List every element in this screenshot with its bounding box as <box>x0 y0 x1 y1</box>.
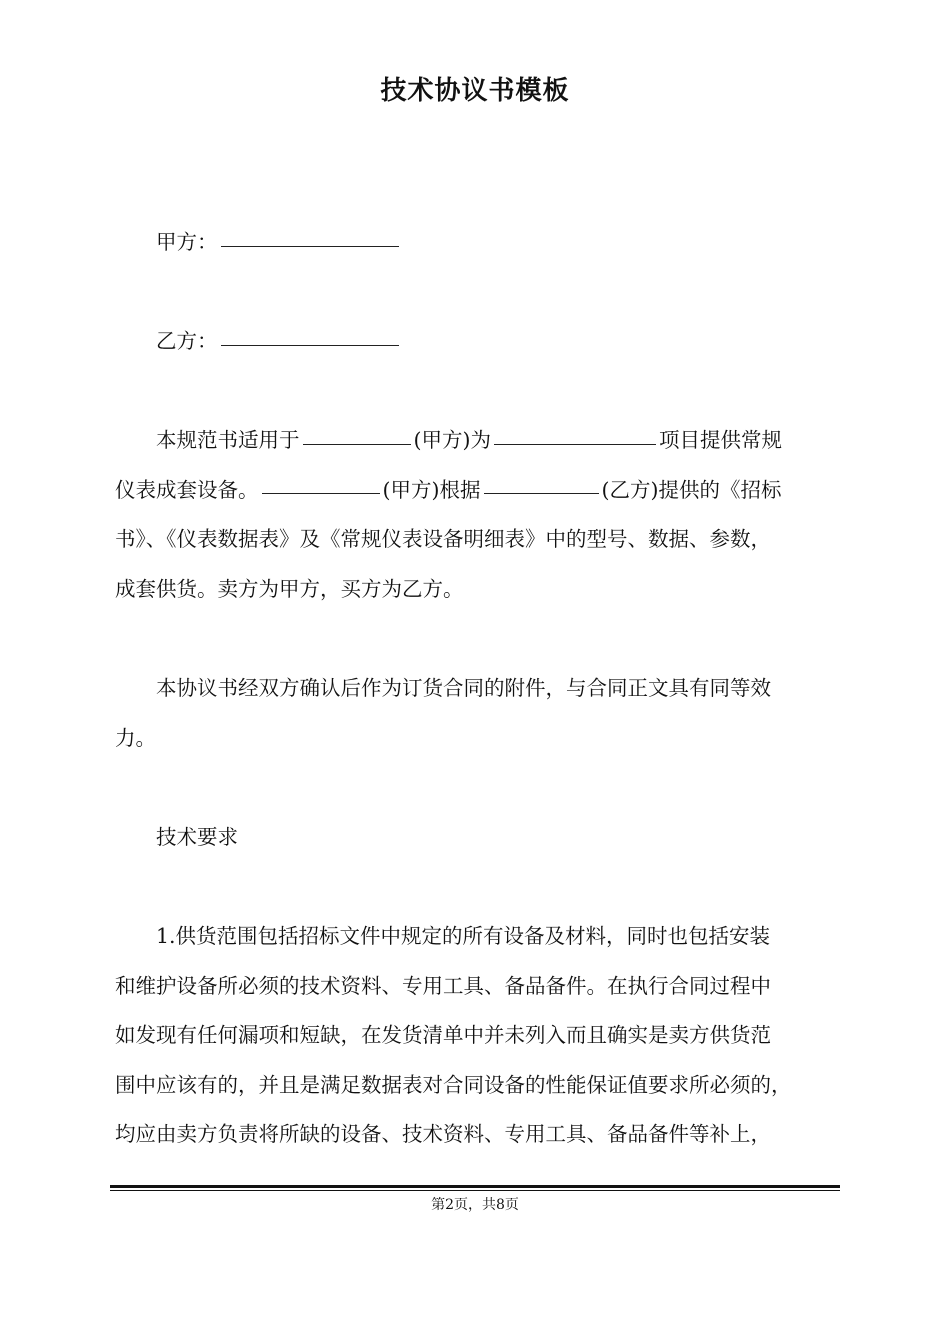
paragraph-line: 和维护设备所必须的技术资料、专用工具、备品备件。在执行合同过程中 <box>115 973 771 998</box>
page-number: 第2页，共8页 <box>431 1197 519 1213</box>
paragraph-line: 成套供货。卖方为甲方，买方为乙方。 <box>115 576 464 601</box>
paragraph-line: 围中应该有的，并且是满足数据表对合同设备的性能保证值要求所必须的， <box>115 1072 792 1097</box>
paragraph-requirements <box>115 912 837 1160</box>
fill-blank <box>262 492 380 494</box>
party-a-label: 甲方： <box>156 230 218 254</box>
fill-blank <box>484 492 599 494</box>
party-b-line <box>115 317 878 367</box>
party-b-label: 乙方： <box>156 329 218 353</box>
paragraph-scope <box>115 416 837 614</box>
text-segment: (甲方)根据 <box>382 477 481 502</box>
party-b-blank <box>221 344 399 346</box>
paragraph-line: 如发现有任何漏项和短缺，在发货清单中并未列入而且确实是卖方供货范 <box>115 1023 771 1047</box>
text-segment: 本规范书适用于 <box>156 428 300 452</box>
paragraph-line: 1.供货范围包括招标文件中规定的所有设备及材料，同时也包括安装 <box>156 924 771 948</box>
footer-divider-thin <box>110 1190 840 1191</box>
paragraph-line <box>115 466 837 516</box>
paragraph-line: 书》、《仪表数据表》及《常规仪表设备明细表》中的型号、数据、参数， <box>115 527 771 551</box>
footer-divider <box>110 1185 840 1188</box>
paragraph-line: 本协议书经双方确认后作为订货合同的附件，与合同正文具有同等效 <box>156 676 771 700</box>
paragraph-line: 力。 <box>115 725 156 750</box>
text-segment: (甲方)为 <box>413 428 491 452</box>
text-segment: 仪表成套设备。 <box>115 477 259 502</box>
text-segment: 项目提供常规 <box>659 428 782 452</box>
section-heading: 技术要求 <box>156 825 238 849</box>
text-segment: (乙方)提供的《招标 <box>601 477 782 502</box>
fill-blank <box>494 443 656 445</box>
paragraph-effect <box>115 664 837 763</box>
fill-blank <box>303 443 411 445</box>
paragraph-line <box>115 416 837 466</box>
document-title: 技术协议书模板 <box>380 76 570 106</box>
party-a-line <box>115 218 878 268</box>
party-a-blank <box>221 245 399 247</box>
paragraph-line: 均应由卖方负责将所缺的设备、技术资料、专用工具、备品备件等补上， <box>115 1122 771 1146</box>
